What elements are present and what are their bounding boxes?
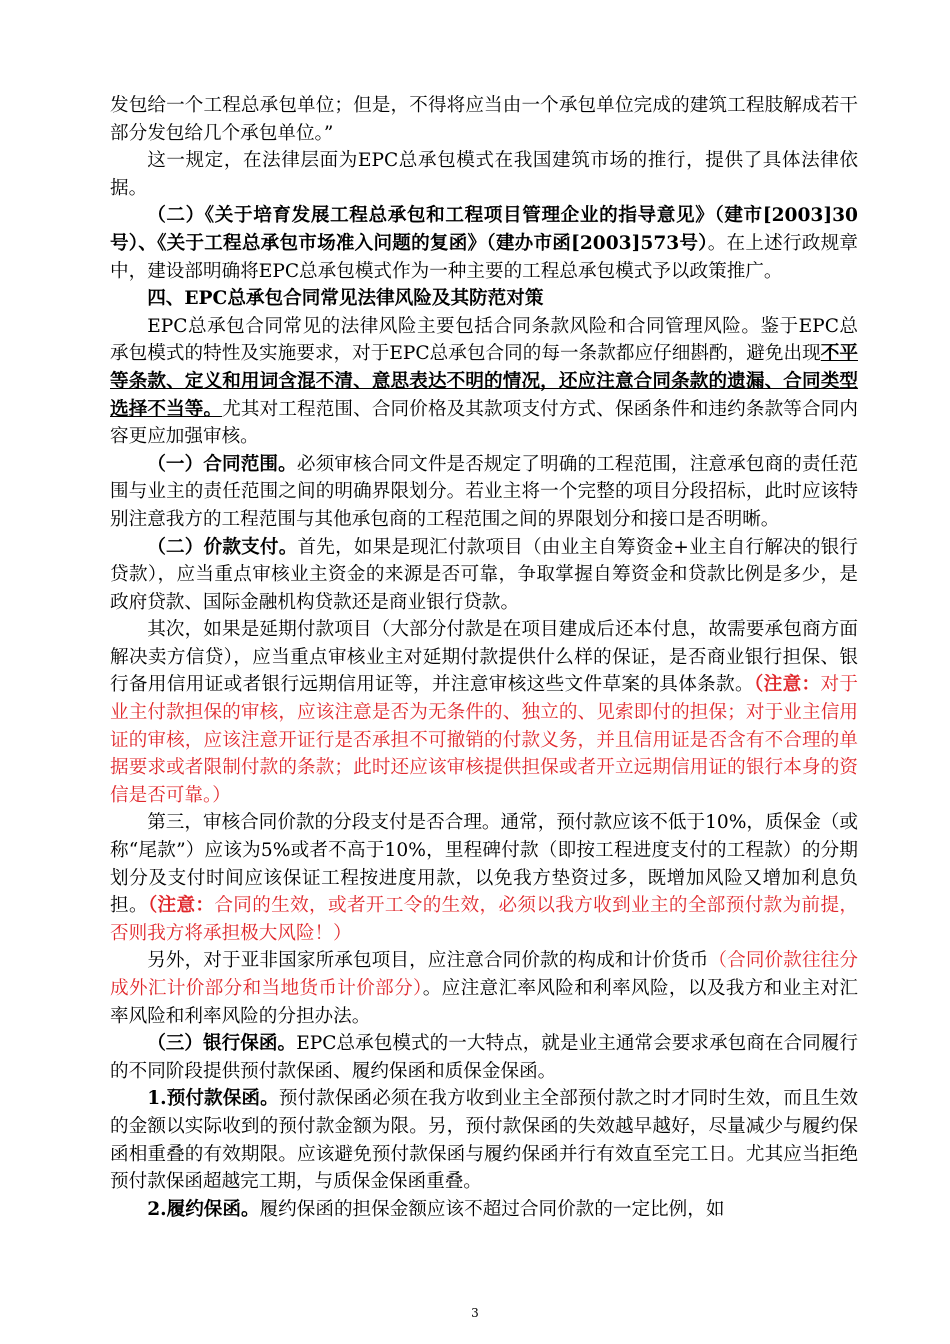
deferred-note-label: （注意：: [753, 674, 821, 696]
paragraph-regulations: [110, 202, 858, 285]
staged-note-text: 合同的生效，或者开工令的生效，必须以我方收到业主的全部预付款为前提，否则我方将承担极大风险！）: [110, 895, 858, 944]
regulations-heading: （二）《关于培育发展工程总承包和工程项目管理企业的指导意见》（建市[2003]30号）、《关于工程总承包市场准入问题的复函》（建办市函[2003]573号）: [110, 205, 858, 254]
advance-guarantee-heading: 1.预付款保函。: [147, 1088, 279, 1110]
paragraph-continuation: 发包给一个工程总承包单位；但是，不得将应当由一个承包单位完成的建筑工程肢解成若干部分发包给几个承包单位。”: [110, 95, 858, 144]
currency-text-1: 另外，对于亚非国家所承包项目，应注意合同价款的构成和计价货币: [147, 950, 709, 972]
section-heading-four: 四、EPC总承包合同常见法律风险及其防范对策: [147, 288, 544, 310]
page-number: 3: [471, 1306, 479, 1320]
paragraph-performance-guarantee: [110, 1196, 858, 1224]
paragraph-bank-guarantee: [110, 1030, 858, 1085]
staged-payment-text: 第三，审核合同价款的分段支付是否合理。通常，预付款应该不低于10%，质保金（或称“尾款”）应该为5%或者不高于10%，里程碑付款（即按工程进度支付的工程款）的分期划分及支付时间应该保证工程按进度用款，以免我方垫资过多，既增加风险又增加利息负担。: [110, 812, 858, 917]
currency-text-2: 。应注意汇率风险和利率风险，以及我方和业主对汇率风险和利率风险的分担办法。: [110, 978, 858, 1027]
currency-note: （合同价款往往分成外汇计价部分和当地货币计价部分）: [110, 950, 858, 999]
paragraph-deferred-payment: [110, 616, 858, 809]
bank-guarantee-text: EPC总承包模式的一大特点，就是业主通常会要求承包商在合同履行的不同阶段提供预付款保函、履约保函和质保金保函。: [110, 1033, 858, 1082]
paragraph-legal-basis: 这一规定，在法律层面为EPC总承包模式在我国建筑市场的推行，提供了具体法律依据。: [110, 150, 858, 199]
deferred-payment-text: 其次，如果是延期付款项目（大部分付款是在项目建成后还本付息，故需要承包商方面解决卖方信贷），应当重点审核业主对延期付款提供什么样的保证，是否商业银行担保、银行备用信用证或者银行远期信用证等，并注意审核这些文件草案的具体条款。: [110, 619, 858, 696]
risks-text-2: 尤其对工程范围、合同价格及其款项支付方式、保函条件和违约条款等合同内容更应加强审核。: [110, 398, 858, 448]
paragraph-payment: [110, 534, 858, 617]
contract-scope-text: 必须审核合同文件是否规定了明确的工程范围，注意承包商的责任范围与业主的责任范围之间的明确界限划分。若业主将一个完整的项目分段招标，此时应该特别注意我方的工程范围与其他承包商的工程范围之间的界限划分和接口是否明晰。: [110, 453, 858, 530]
contract-scope-heading: （一）合同范围。: [147, 453, 297, 475]
paragraph-staged-payment: [110, 809, 858, 947]
staged-note-label: （注意：: [147, 895, 215, 917]
paragraph-risks: [110, 313, 858, 451]
document-body: [110, 92, 858, 1223]
payment-text: 首先，如果是现汇付款项目（由业主自筹资金+业主自行解决的银行贷款），应当重点审核业主资金的来源是否可靠，争取掌握自筹资金和贷款比例是多少，是政府贷款、国际金融机构贷款还是商业银行贷款。: [110, 536, 858, 613]
advance-guarantee-text: 预付款保函必须在我方收到业主全部预付款之时才同时生效，而且生效的金额以实际收到的预付款金额为限。另，预付款保函的失效越早越好，尽量减少与履约保函相重叠的有效期限。应该避免预付款保函与履约保函并行有效直至完工日。尤其应当拒绝预付款保函超越完工期，与质保金保函重叠。: [110, 1088, 858, 1193]
payment-heading: （二）价款支付。: [147, 536, 298, 558]
deferred-note-text: 对于业主付款担保的审核，应该注意是否为无条件的、独立的、见索即付的担保；对于业主信用证的审核，应该注意开证行是否承担不可撤销的付款义务，并且信用证是否含有不合理的单据要求或者限制付款的条款；此时还应该审核提供担保或者开立远期信用证的银行本身的资信是否可靠。）: [110, 674, 858, 806]
paragraph-contract-scope: [110, 451, 858, 534]
bank-guarantee-heading: （三）银行保函。: [147, 1033, 297, 1055]
risks-text-1: EPC总承包合同常见的法律风险主要包括合同条款风险和合同管理风险。鉴于EPC总承包模式的特性及实施要求，对于EPC总承包合同的每一条款都应仔细斟酌，避免出现: [110, 315, 858, 365]
performance-guarantee-text: 履约保函的担保金额应该不超过合同价款的一定比例，如: [259, 1198, 725, 1220]
performance-guarantee-heading: 2.履约保函。: [147, 1198, 260, 1220]
paragraph-currency: [110, 947, 858, 1030]
regulations-text: 。在上述行政规章中，建设部明确将EPC总承包模式作为一种主要的工程总承包模式予以政策推广。: [110, 232, 858, 282]
risks-underlined: 不平等条款、定义和用词含混不清、意思表达不明的情况，还应注意合同条款的遗漏、合同类型选择不当等。: [110, 343, 858, 420]
paragraph-advance-guarantee: [110, 1085, 858, 1195]
